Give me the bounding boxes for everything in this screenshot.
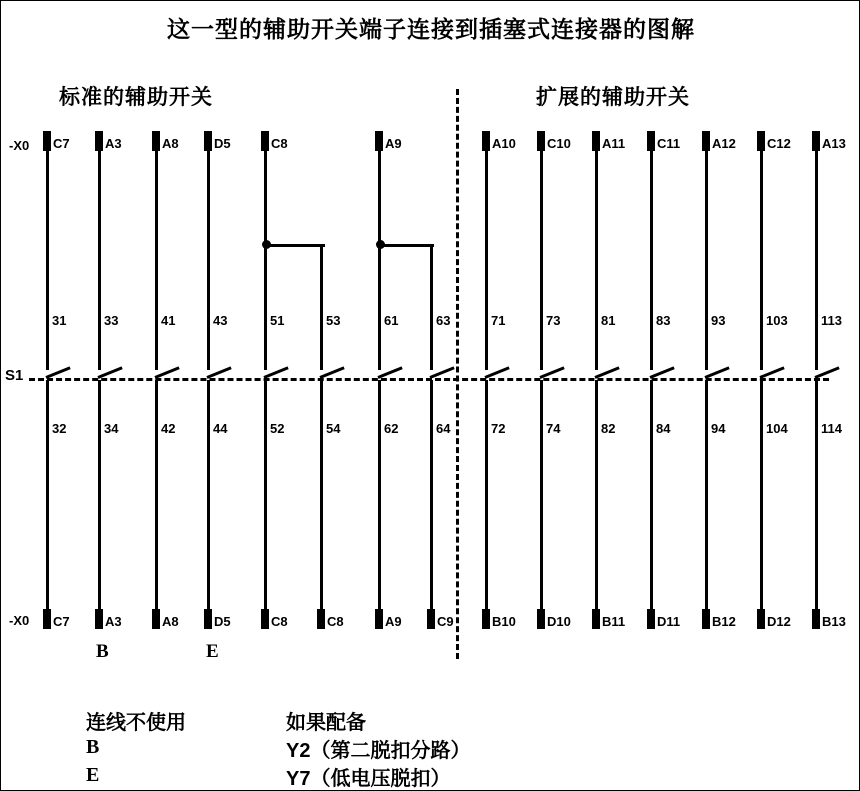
contact-number-upper: 63 — [436, 313, 451, 328]
switch-contact-blade — [97, 366, 122, 379]
terminal-pad-bottom — [427, 609, 435, 629]
wire-lower — [760, 380, 763, 609]
footer-row-1-right: Y7（低电压脱扣） — [286, 768, 451, 790]
contact-number-lower: 42 — [161, 421, 176, 436]
terminal-label-bottom: B13 — [822, 614, 846, 629]
terminal-label-top: A13 — [822, 136, 846, 151]
footer-col2-header: 如果配备 — [286, 712, 366, 734]
page-title: 这一型的辅助开关端子连接到插塞式连接器的图解 — [167, 16, 695, 42]
terminal-pad-bottom — [647, 609, 655, 629]
terminal-label-bottom: A8 — [162, 614, 179, 629]
terminal-pad-bottom — [812, 609, 820, 629]
terminal-label-bottom: C9 — [437, 614, 454, 629]
terminal-pad-bottom — [261, 609, 269, 629]
wire-upper — [98, 151, 101, 370]
bottom-mark-label: B — [96, 641, 109, 662]
contact-number-lower: 54 — [326, 421, 341, 436]
terminal-pad-bottom — [43, 609, 51, 629]
contact-number-upper: 33 — [104, 313, 119, 328]
switch-group-label-s1: S1 — [5, 367, 24, 384]
wire-lower — [155, 380, 158, 609]
contact-number-upper: 71 — [491, 313, 506, 328]
terminal-label-bottom: D10 — [547, 614, 571, 629]
terminal-pad-bottom — [537, 609, 545, 629]
terminal-label-bottom: C8 — [271, 614, 288, 629]
wire-upper — [207, 151, 210, 370]
wire-lower — [320, 380, 323, 609]
section-label-extended: 扩展的辅助开关 — [536, 86, 690, 109]
wire-lower — [705, 380, 708, 609]
wire-lower — [430, 380, 433, 609]
terminal-pad-bottom — [375, 609, 383, 629]
terminal-pad-top — [95, 131, 103, 151]
terminal-label-top: A11 — [602, 136, 626, 151]
wire-lower — [815, 380, 818, 609]
contact-number-upper: 103 — [766, 313, 788, 328]
terminal-pad-top — [152, 131, 160, 151]
section-divider — [456, 89, 459, 659]
contact-number-upper: 31 — [52, 313, 67, 328]
footer-col1-header: 连线不使用 — [86, 712, 186, 734]
terminal-pad-top — [702, 131, 710, 151]
contact-number-lower: 34 — [104, 421, 119, 436]
wire-upper — [760, 151, 763, 370]
terminal-pad-bottom — [95, 609, 103, 629]
contact-number-lower: 44 — [213, 421, 228, 436]
terminal-pad-top — [375, 131, 383, 151]
switch-contact-blade — [759, 366, 784, 379]
wire-upper — [485, 151, 488, 370]
terminal-pad-top — [261, 131, 269, 151]
terminal-pad-top — [757, 131, 765, 151]
switch-contact-blade — [377, 366, 402, 379]
jumper-bar-51-53 — [265, 244, 325, 247]
switch-contact-blade — [594, 366, 619, 379]
switch-contact-blade — [649, 366, 674, 379]
wire-upper-stub — [430, 244, 433, 370]
contact-number-lower: 64 — [436, 421, 451, 436]
contact-number-lower: 62 — [384, 421, 399, 436]
switch-contact-blade — [814, 366, 839, 379]
terminal-label-top: C7 — [53, 136, 70, 151]
terminal-label-bottom: B10 — [492, 614, 516, 629]
switch-contact-blade — [539, 366, 564, 379]
wire-upper — [705, 151, 708, 370]
wire-lower — [98, 380, 101, 609]
terminal-label-top: A8 — [162, 136, 179, 151]
terminal-pad-bottom — [702, 609, 710, 629]
terminal-pad-top — [592, 131, 600, 151]
terminal-label-top: D5 — [214, 136, 231, 151]
wire-lower — [378, 380, 381, 609]
wire-upper — [46, 151, 49, 370]
wire-lower — [650, 380, 653, 609]
wire-lower — [540, 380, 543, 609]
contact-number-upper: 83 — [656, 313, 671, 328]
wire-upper-stub — [320, 244, 323, 370]
terminal-pad-top — [647, 131, 655, 151]
terminal-label-top: A10 — [492, 136, 516, 151]
terminal-label-bottom: D5 — [214, 614, 231, 629]
terminal-label-bottom: B11 — [602, 614, 626, 629]
wire-lower — [46, 380, 49, 609]
switch-contact-blade — [263, 366, 288, 379]
wire-upper — [595, 151, 598, 370]
contact-number-upper: 113 — [821, 313, 842, 328]
terminal-pad-bottom — [482, 609, 490, 629]
wire-upper — [264, 151, 267, 370]
switch-contact-blade — [704, 366, 729, 379]
terminal-label-top: A9 — [385, 136, 402, 151]
terminal-label-bottom: D12 — [767, 614, 791, 629]
wire-upper — [155, 151, 158, 370]
switch-contact-blade — [206, 366, 231, 379]
terminal-pad-top — [204, 131, 212, 151]
contact-number-lower: 72 — [491, 421, 506, 436]
switch-linkage-line — [29, 378, 829, 381]
switch-contact-blade — [45, 366, 70, 379]
contact-number-lower: 84 — [656, 421, 671, 436]
wire-lower — [207, 380, 210, 609]
terminal-pad-bottom — [757, 609, 765, 629]
bottom-mark-label: E — [206, 641, 219, 662]
contact-number-upper: 73 — [546, 313, 561, 328]
wire-lower — [595, 380, 598, 609]
switch-contact-blade — [484, 366, 509, 379]
contact-number-upper: 61 — [384, 313, 399, 328]
section-label-standard: 标准的辅助开关 — [59, 86, 213, 109]
junction-dot-61 — [376, 240, 385, 249]
terminal-label-bottom: B12 — [712, 614, 736, 629]
contact-number-lower: 114 — [821, 421, 842, 436]
contact-number-lower: 94 — [711, 421, 726, 436]
terminal-label-bottom: A9 — [385, 614, 402, 629]
contact-number-lower: 52 — [270, 421, 285, 436]
footer-row-1-left: E — [86, 764, 100, 786]
contact-number-upper: 43 — [213, 313, 228, 328]
footer-row-0-left: B — [86, 736, 100, 758]
wire-lower — [264, 380, 267, 609]
wire-upper — [540, 151, 543, 370]
left-terminal-label-top: -X0 — [9, 138, 30, 153]
terminal-pad-bottom — [152, 609, 160, 629]
terminal-label-bottom: C8 — [327, 614, 344, 629]
terminal-pad-bottom — [317, 609, 325, 629]
terminal-pad-top — [812, 131, 820, 151]
left-terminal-label-bottom: -X0 — [9, 613, 30, 628]
terminal-label-top: C12 — [767, 136, 791, 151]
wire-upper — [815, 151, 818, 370]
contact-number-upper: 51 — [270, 313, 285, 328]
wire-upper — [650, 151, 653, 370]
terminal-pad-bottom — [204, 609, 212, 629]
contact-number-upper: 53 — [326, 313, 341, 328]
terminal-label-bottom: A3 — [105, 614, 122, 629]
terminal-label-bottom: D11 — [657, 614, 681, 629]
terminal-label-top: C11 — [657, 136, 681, 151]
wire-upper — [378, 151, 381, 370]
footer-row-0-right: Y2（第二脱扣分路） — [286, 740, 471, 762]
wire-lower — [485, 380, 488, 609]
junction-dot-51 — [262, 240, 271, 249]
contact-number-upper: 81 — [601, 313, 616, 328]
contact-number-lower: 82 — [601, 421, 616, 436]
terminal-pad-top — [482, 131, 490, 151]
contact-number-lower: 32 — [52, 421, 67, 436]
contact-number-lower: 74 — [546, 421, 561, 436]
terminal-pad-top — [537, 131, 545, 151]
switch-contact-blade — [319, 366, 344, 379]
switch-contact-blade — [154, 366, 179, 379]
terminal-label-top: C10 — [547, 136, 571, 151]
contact-number-lower: 104 — [766, 421, 788, 436]
terminal-pad-top — [43, 131, 51, 151]
terminal-label-top: A3 — [105, 136, 122, 151]
jumper-bar-61-63 — [379, 244, 434, 247]
terminal-label-bottom: C7 — [53, 614, 70, 629]
terminal-pad-bottom — [592, 609, 600, 629]
contact-number-upper: 41 — [161, 313, 176, 328]
contact-number-upper: 93 — [711, 313, 726, 328]
terminal-label-top: A12 — [712, 136, 736, 151]
switch-contact-blade — [429, 366, 454, 379]
terminal-label-top: C8 — [271, 136, 288, 151]
